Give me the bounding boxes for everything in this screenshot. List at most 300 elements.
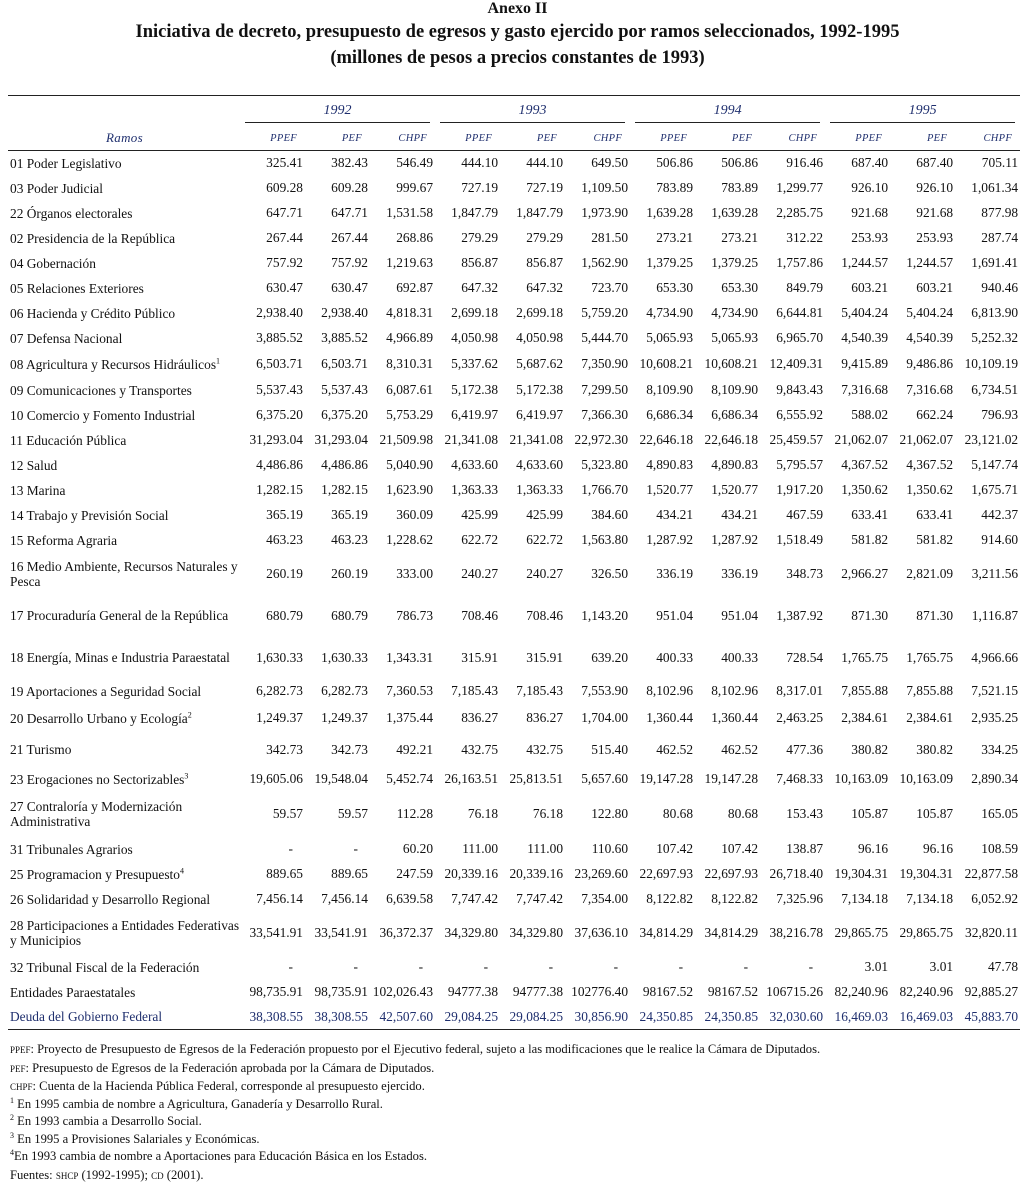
- cell-value: 2,966.27: [841, 565, 889, 581]
- footnote-3: $^3$ En 1995 a Provisiones Salariales y Económicas.: [10, 1130, 260, 1146]
- cell-value: 20,339.16: [444, 866, 499, 881]
- cell-value: 4,367.52: [841, 457, 889, 472]
- cell-value: 1,282.15: [256, 482, 303, 497]
- cell-value: 432.75: [526, 741, 564, 757]
- cell-value: 6,375.20: [321, 407, 368, 422]
- cell-value: -: [353, 959, 358, 974]
- cell-value: 7,521.15: [971, 683, 1019, 698]
- page-subtitle: (millones de pesos a precios constantes de 1993): [330, 48, 705, 68]
- col-header-chpf: CHPF: [760, 126, 825, 151]
- cell-value: 4,367.52: [906, 457, 954, 472]
- cell-value: 19,605.06: [249, 771, 303, 786]
- cell-value: 462.52: [656, 741, 694, 757]
- cell-value: 8,122.82: [711, 891, 759, 906]
- ramo-name: 02 Presidencia de la República: [10, 230, 176, 246]
- cell-value: 98167.52: [642, 984, 694, 999]
- cell-value: 279.29: [526, 230, 564, 245]
- table-row: [8, 326, 1020, 351]
- cell-value: 1,363.33: [516, 482, 564, 497]
- cell-value: 267.44: [331, 230, 368, 245]
- cell-value: 1,765.75: [841, 649, 889, 665]
- cell-value: 926.10: [916, 180, 954, 195]
- cell-value: 1,343.31: [386, 649, 434, 665]
- cell-value: 581.82: [851, 532, 889, 547]
- cell-value: 432.75: [461, 741, 499, 757]
- cell-value: 6,734.51: [971, 382, 1019, 397]
- sources-line: Fuentes: shcp (1992-1995); cd (2001).: [10, 1166, 204, 1182]
- cell-value: 4,966.66: [971, 649, 1019, 665]
- budget-table: [8, 95, 1020, 1030]
- cell-value: 4,734.90: [711, 305, 759, 320]
- cell-value: 5,759.20: [581, 305, 629, 320]
- table-row: [8, 301, 1020, 326]
- table-row: [8, 251, 1020, 276]
- cell-value: 38,308.55: [305, 1005, 370, 1030]
- cell-value: 1,520.77: [711, 482, 759, 497]
- cell-value: 3.01: [929, 959, 954, 974]
- cell-value: 7,350.90: [581, 356, 629, 371]
- cell-value: 273.21: [656, 230, 694, 245]
- cell-value: 639.20: [591, 649, 629, 665]
- cell-value: 60.20: [402, 841, 434, 856]
- cell-value: 82,240.96: [899, 984, 954, 999]
- cell-value: 108.59: [981, 841, 1019, 856]
- cell-value: -: [548, 959, 554, 974]
- cell-value: 30,856.90: [565, 1005, 630, 1030]
- cell-value: 2,384.61: [906, 710, 954, 725]
- cell-value: -: [288, 841, 293, 856]
- cell-value: 4,486.86: [256, 457, 303, 472]
- cell-value: 2,699.18: [451, 305, 499, 320]
- ramo-name: 04 Gobernación: [10, 255, 96, 271]
- cell-value: 951.04: [721, 607, 759, 623]
- cell-value: 106715.26: [766, 984, 824, 999]
- cell-value: 1,244.57: [841, 255, 889, 270]
- cell-value: 336.19: [721, 565, 759, 581]
- cell-value: 916.46: [786, 155, 824, 171]
- cell-value: 24,350.85: [695, 1005, 760, 1030]
- cell-value: 4,486.86: [321, 457, 368, 472]
- ramo-name: 03 Poder Judicial: [10, 180, 103, 196]
- cell-value: 4,890.83: [646, 457, 694, 472]
- table-row: [8, 792, 1020, 837]
- cell-value: 360.09: [396, 507, 434, 522]
- cell-value: 7,325.96: [776, 891, 824, 906]
- ramo-name: 25 Programacion y Presupuesto$^4$: [10, 866, 184, 882]
- cell-value: 24,350.85: [630, 1005, 695, 1030]
- cell-value: 19,304.31: [834, 866, 889, 881]
- cell-value: 42,507.60: [370, 1005, 435, 1030]
- cell-value: 1,563.80: [581, 532, 629, 547]
- cell-value: 2,463.25: [776, 710, 824, 725]
- cell-value: 31,293.04: [249, 432, 303, 447]
- table-row: [8, 528, 1020, 553]
- cell-value: 4,633.60: [516, 457, 564, 472]
- cell-value: 1,299.77: [776, 180, 824, 195]
- cell-value: -: [353, 841, 358, 856]
- cell-value: 1,675.71: [971, 482, 1019, 497]
- ramo-name: 10 Comercio y Fomento Industrial: [10, 407, 196, 423]
- cell-value: 5,404.24: [841, 305, 889, 320]
- cell-value: 6,686.34: [646, 407, 694, 422]
- cell-value: 4,050.98: [451, 330, 499, 345]
- cell-value: 21,062.07: [899, 432, 954, 447]
- cell-value: 708.46: [526, 607, 564, 623]
- cell-value: 19,548.04: [314, 771, 368, 786]
- cell-value: 94777.38: [447, 984, 499, 999]
- cell-value: 6,375.20: [256, 407, 303, 422]
- col-header-pef: PEF: [305, 126, 370, 151]
- col-header-ppef: PPEF: [435, 126, 500, 151]
- cell-value: 111.00: [527, 841, 564, 856]
- cell-value: 5,172.38: [516, 382, 564, 397]
- cell-value: 492.21: [396, 741, 434, 757]
- cell-value: 102,026.43: [372, 984, 434, 999]
- cell-value: 6,644.81: [776, 305, 824, 320]
- cell-value: 2,890.34: [971, 771, 1019, 786]
- cell-value: 29,084.25: [435, 1005, 500, 1030]
- ramo-name: Entidades Paraestatales: [10, 984, 136, 1000]
- cell-value: 96.16: [922, 841, 954, 856]
- column-header-row: [8, 126, 1020, 151]
- cell-value: 33,541.91: [249, 925, 303, 940]
- cell-value: 5,537.43: [321, 382, 368, 397]
- cell-value: 253.93: [916, 230, 954, 245]
- cell-value: 757.92: [266, 255, 303, 270]
- cell-value: 1,287.92: [711, 532, 759, 547]
- cell-value: 279.29: [461, 230, 499, 245]
- ramo-name: 22 Órganos electorales: [10, 205, 133, 221]
- cell-value: 21,062.07: [834, 432, 889, 447]
- cell-value: 240.27: [526, 565, 564, 581]
- cell-value: 19,147.28: [639, 771, 694, 786]
- table-row: [8, 351, 1020, 378]
- cell-value: 653.30: [721, 280, 759, 295]
- table-body: [8, 151, 1020, 1030]
- cell-value: 680.79: [266, 607, 303, 623]
- table-row: [8, 679, 1020, 704]
- cell-value: 4,540.39: [841, 330, 889, 345]
- col-header-pef: PEF: [890, 126, 955, 151]
- col-header-pef: PEF: [500, 126, 565, 151]
- table-notes: [10, 1040, 1020, 1184]
- cell-value: 287.74: [981, 230, 1019, 245]
- cell-value: 783.89: [721, 180, 759, 195]
- ramo-name: 06 Hacienda y Crédito Público: [10, 305, 176, 321]
- cell-value: 33,541.91: [314, 925, 368, 940]
- cell-value: 687.40: [851, 155, 889, 171]
- cell-value: 260.19: [331, 565, 368, 581]
- table-row: [8, 767, 1020, 792]
- cell-value: 8,317.01: [776, 683, 824, 698]
- table-row: [8, 176, 1020, 201]
- year-header: 1995: [825, 96, 1020, 127]
- cell-value: 1,282.15: [321, 482, 368, 497]
- cell-value: 633.41: [916, 507, 954, 522]
- cell-value: 434.21: [656, 507, 694, 522]
- cell-value: 1,518.49: [776, 532, 824, 547]
- cell-value: 5,452.74: [386, 771, 434, 786]
- cell-value: 921.68: [916, 205, 954, 220]
- cell-value: 1,375.44: [386, 710, 434, 725]
- cell-value: 871.30: [851, 607, 889, 623]
- cell-value: 342.73: [266, 741, 303, 757]
- cell-value: 425.99: [461, 507, 499, 522]
- cell-value: 786.73: [396, 607, 434, 623]
- cell-value: 914.60: [981, 532, 1019, 547]
- cell-value: 240.27: [461, 565, 499, 581]
- cell-value: 253.93: [851, 230, 889, 245]
- cell-value: 400.33: [721, 649, 759, 665]
- table-row: [8, 862, 1020, 887]
- cell-value: 2,938.40: [321, 305, 368, 320]
- col-header-pef: PEF: [695, 126, 760, 151]
- cell-value: 336.19: [656, 565, 694, 581]
- cell-value: 20,339.16: [509, 866, 564, 881]
- cell-value: 6,965.70: [776, 330, 824, 345]
- cell-value: 25,813.51: [509, 771, 564, 786]
- cell-value: 98,735.91: [314, 984, 368, 999]
- ramo-name: 01 Poder Legislativo: [10, 155, 122, 171]
- cell-value: 5,065.93: [646, 330, 694, 345]
- cell-value: 856.87: [461, 255, 499, 270]
- cell-value: 22,646.18: [704, 432, 759, 447]
- cell-value: 5,444.70: [581, 330, 629, 345]
- cell-value: 325.41: [266, 155, 303, 171]
- table-row: [8, 955, 1020, 980]
- cell-value: 8,102.96: [711, 683, 759, 698]
- cell-value: 622.72: [526, 532, 564, 547]
- cell-value: 1,350.62: [906, 482, 954, 497]
- cell-value: 1,219.63: [386, 255, 434, 270]
- cell-value: 7,553.90: [581, 683, 629, 698]
- cell-value: 7,366.30: [581, 407, 629, 422]
- table-row: [8, 226, 1020, 251]
- col-header-ppef: PPEF: [630, 126, 695, 151]
- cell-value: 47.78: [987, 959, 1019, 974]
- page-title: Iniciativa de decreto, presupuesto de egresos y gasto ejercido por ramos seleccionados, 1992-1995: [135, 22, 900, 42]
- ramo-name: 16 Medio Ambiente, Recursos Naturales y Pesca: [10, 558, 238, 589]
- table-row: [8, 378, 1020, 403]
- cell-value: 7,134.18: [841, 891, 889, 906]
- cell-value: 31,293.04: [314, 432, 368, 447]
- cell-value: 9,486.86: [906, 356, 954, 371]
- cell-value: 1,379.25: [646, 255, 694, 270]
- cell-value: 342.73: [331, 741, 368, 757]
- cell-value: 2,938.40: [256, 305, 303, 320]
- cell-value: 22,877.58: [964, 866, 1019, 881]
- cell-value: 889.65: [266, 866, 303, 881]
- ramo-name: Deuda del Gobierno Federal: [8, 1005, 240, 1030]
- table-row: [8, 704, 1020, 733]
- ramo-name: 19 Aportaciones a Seguridad Social: [10, 683, 202, 699]
- cell-value: 7,468.33: [776, 771, 824, 786]
- ramo-name: 32 Tribunal Fiscal de la Federación: [10, 959, 200, 975]
- cell-value: 463.23: [266, 532, 303, 547]
- cell-value: 633.41: [851, 507, 889, 522]
- cell-value: 1,244.57: [906, 255, 954, 270]
- cell-value: 29,084.25: [500, 1005, 565, 1030]
- cell-value: 19,147.28: [704, 771, 759, 786]
- ramos-header: Ramos: [8, 126, 240, 151]
- cell-value: 506.86: [656, 155, 694, 171]
- cell-value: 653.30: [656, 280, 694, 295]
- table-row: [8, 637, 1020, 679]
- cell-value: 444.10: [526, 155, 564, 171]
- cell-value: 34,329.80: [444, 925, 499, 940]
- ramo-name: 12 Salud: [10, 457, 58, 473]
- col-header-chpf: CHPF: [370, 126, 435, 151]
- cell-value: 5,147.74: [971, 457, 1019, 472]
- cell-value: 6,503.71: [321, 356, 368, 371]
- ramo-name: 13 Marina: [10, 482, 66, 498]
- table-row: [8, 201, 1020, 226]
- cell-value: 692.87: [396, 280, 434, 295]
- cell-value: 6,087.61: [386, 382, 434, 397]
- cell-value: 723.70: [591, 280, 629, 295]
- cell-value: 705.11: [981, 155, 1019, 171]
- cell-value: 7,456.14: [321, 891, 368, 906]
- cell-value: 467.59: [786, 507, 824, 522]
- table-row: [8, 428, 1020, 453]
- cell-value: 546.49: [396, 155, 434, 171]
- year-header-row: [8, 96, 1020, 127]
- cell-value: 2,384.61: [841, 710, 889, 725]
- cell-value: 400.33: [656, 649, 694, 665]
- cell-value: 687.40: [916, 155, 954, 171]
- cell-value: 1,562.90: [581, 255, 629, 270]
- ramo-name: 08 Agricultura y Recursos Hidráulicos$^1$: [10, 356, 221, 372]
- ramo-name: 23 Erogaciones no Sectorizables$^3$: [10, 771, 189, 787]
- cell-value: 76.18: [467, 806, 499, 821]
- cell-value: 107.42: [721, 841, 759, 856]
- ramo-name: 14 Trabajo y Previsión Social: [10, 507, 169, 523]
- cell-value: 1,973.90: [581, 205, 629, 220]
- cell-value: 951.04: [656, 607, 694, 623]
- cell-value: 9,843.43: [776, 382, 824, 397]
- table-row: [8, 837, 1020, 862]
- cell-value: 6,813.90: [971, 305, 1019, 320]
- cell-value: 29,865.75: [899, 925, 954, 940]
- cell-value: -: [418, 959, 424, 974]
- col-header-chpf: CHPF: [955, 126, 1020, 151]
- ramo-name: 17 Procuraduría General de la República: [10, 608, 229, 623]
- cell-value: 5,172.38: [451, 382, 499, 397]
- cell-value: 4,890.83: [711, 457, 759, 472]
- cell-value: 622.72: [461, 532, 499, 547]
- cell-value: 940.46: [981, 280, 1019, 295]
- footnote-2: $^2$ En 1993 cambia a Desarrollo Social.: [10, 1112, 202, 1128]
- cell-value: 2,285.75: [776, 205, 824, 220]
- cell-value: 59.57: [272, 806, 303, 821]
- cell-value: 849.79: [786, 280, 824, 295]
- cell-value: 1,249.37: [321, 710, 368, 725]
- cell-value: -: [808, 959, 814, 974]
- cell-value: -: [678, 959, 684, 974]
- cell-value: 7,855.88: [906, 683, 954, 698]
- cell-value: 1,061.34: [971, 180, 1019, 195]
- cell-value: 365.19: [266, 507, 303, 522]
- cell-value: -: [613, 959, 619, 974]
- cell-value: 836.27: [526, 710, 564, 725]
- cell-value: 783.89: [656, 180, 694, 195]
- cell-value: 94777.38: [512, 984, 564, 999]
- cell-value: 1,249.37: [256, 710, 303, 725]
- cell-value: 334.25: [981, 741, 1019, 757]
- table-row: [8, 151, 1020, 176]
- cell-value: 1,757.86: [776, 255, 824, 270]
- cell-value: 4,734.90: [646, 305, 694, 320]
- cell-value: 727.19: [526, 180, 564, 195]
- cell-value: 2,935.25: [971, 710, 1019, 725]
- cell-value: 7,747.42: [516, 891, 564, 906]
- cell-value: 6,555.92: [776, 407, 824, 422]
- cell-value: 36,372.37: [379, 925, 434, 940]
- cell-value: 5,795.57: [776, 457, 824, 472]
- cell-value: 80.68: [727, 806, 759, 821]
- note-ppef: ppef: Proyecto de Presupuesto de Egresos de la Federación propuesto por el Ejecutivo federal, sujeto a las modificaciones que le realice la Cámara de Diputados.: [10, 1041, 821, 1056]
- cell-value: 588.02: [851, 407, 889, 422]
- cell-value: 1,639.28: [711, 205, 759, 220]
- cell-value: 92,885.27: [964, 984, 1019, 999]
- cell-value: 333.00: [396, 565, 434, 581]
- cell-value: 6,419.97: [516, 407, 564, 422]
- cell-value: 267.44: [266, 230, 303, 245]
- cell-value: 1,379.25: [711, 255, 759, 270]
- cell-value: -: [743, 959, 749, 974]
- cell-value: 1,847.79: [516, 205, 564, 220]
- cell-value: 1,766.70: [581, 482, 629, 497]
- cell-value: 32,820.11: [965, 925, 1019, 940]
- table-row: [8, 453, 1020, 478]
- cell-value: 315.91: [526, 649, 564, 665]
- cell-value: 348.73: [786, 565, 824, 581]
- cell-value: 6,052.92: [971, 891, 1019, 906]
- cell-value: 326.50: [591, 565, 629, 581]
- cell-value: 5,657.60: [581, 771, 629, 786]
- ramo-name: 28 Participaciones a Entidades Federativas y Municipios: [10, 918, 240, 948]
- cell-value: 3.01: [864, 959, 889, 974]
- cell-value: 1,350.62: [841, 482, 889, 497]
- ramo-name: 05 Relaciones Exteriores: [10, 280, 144, 296]
- year-header: 1992: [240, 96, 435, 127]
- cell-value: 21,341.08: [509, 432, 564, 447]
- ramo-name: 09 Comunicaciones y Transportes: [10, 382, 192, 398]
- cell-value: 603.21: [851, 280, 889, 295]
- cell-value: 105.87: [916, 806, 954, 821]
- cell-value: 926.10: [851, 180, 889, 195]
- cell-value: 6,639.58: [386, 891, 434, 906]
- cell-value: 6,503.71: [256, 356, 303, 371]
- cell-value: 138.87: [786, 841, 824, 856]
- cell-value: 7,134.18: [906, 891, 954, 906]
- note-chpf: chpf: Cuenta de la Hacienda Pública Federal, corresponde al presupuesto ejercido.: [10, 1078, 425, 1093]
- cell-value: 105.87: [851, 806, 889, 821]
- footnote-4: $^4$En 1993 cambia de nombre a Aportaciones para Educación Básica en los Estados.: [10, 1147, 428, 1163]
- cell-value: 581.82: [916, 532, 954, 547]
- cell-value: 10,109.19: [964, 356, 1019, 371]
- cell-value: 3,885.52: [256, 330, 303, 345]
- cell-value: 8,109.90: [711, 382, 759, 397]
- cell-value: 1,360.44: [646, 710, 694, 725]
- cell-value: 1,363.33: [451, 482, 499, 497]
- cell-value: 856.87: [526, 255, 564, 270]
- cell-value: 5,404.24: [906, 305, 954, 320]
- cell-value: 7,185.43: [451, 683, 499, 698]
- cell-value: 29,865.75: [834, 925, 889, 940]
- cell-value: 1,387.92: [776, 607, 824, 623]
- cell-value: 506.86: [721, 155, 759, 171]
